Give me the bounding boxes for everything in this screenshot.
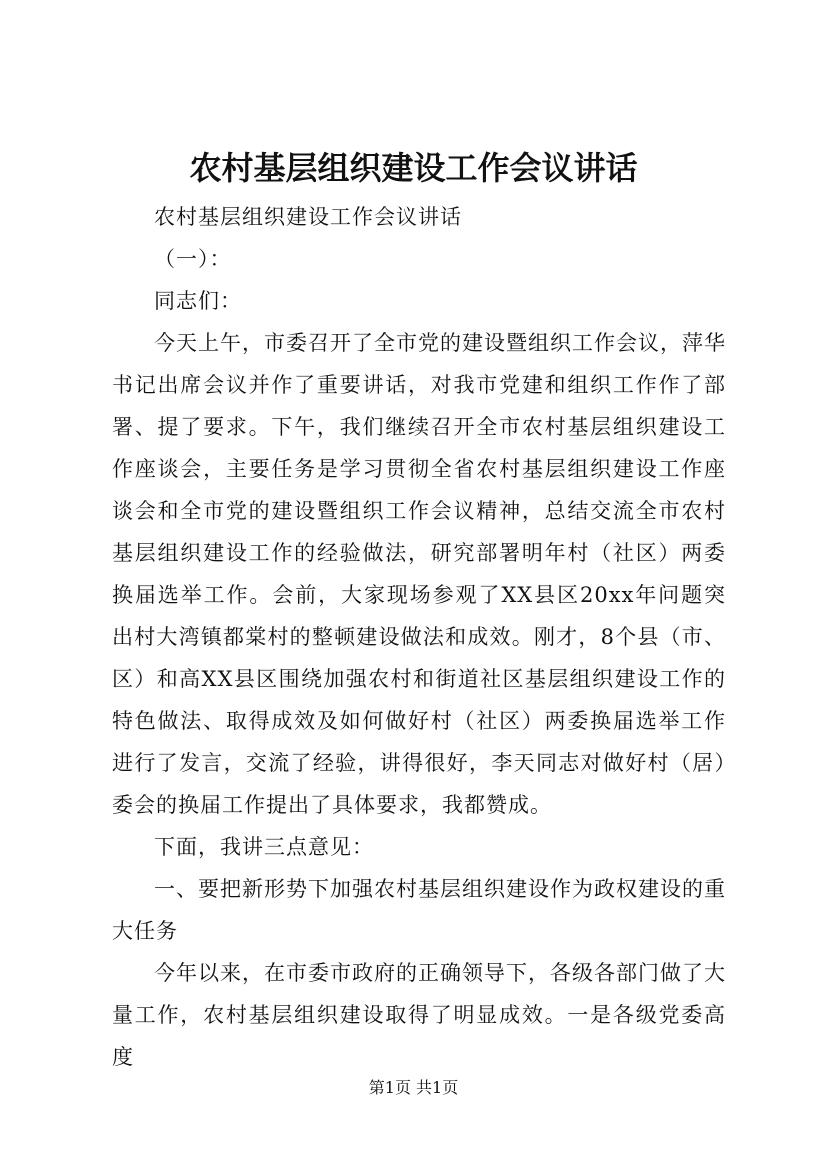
paragraph-transition: 下面，我讲三点意见： [154, 835, 374, 859]
paragraph-opening: 今天上午，市委召开了全市党的建设暨组织工作会议，萍华书记出席会议并作了重要讲话，对我市党建和组织工作作了部署、提了要求。下午，我们继续召开全市农村基层组织建设工作座谈会，主要任务是学习贯彻全省农村基层组织建设工作座谈会和全市党的建设暨组织工作会议精神，总结交流全市农村基层组织建设工作的经验做法，研究部署明年村（社区）两委换届选举工作。会前，大家现场参观了XX县区20xx年问题突出村大湾镇都棠村的整顿建设做法和成效。刚才，8个县（市、区）和高XX县区围绕加强农村和街道社区基层组织建设工作的特色做法、取得成效及如何做好村（社区）两委换届选举工作进行了发言，交流了经验，讲得很好，李天同志对做好村（居）委会的换届工作提出了具体要求，我都赞成。 [112, 331, 726, 817]
paragraph-salutation: 同志们： [154, 289, 242, 313]
paragraph-progress: 今年以来，在市委市政府的正确领导下，各级各部门做了大量工作，农村基层组织建设取得了明显成效。一是各级党委高度 [112, 961, 726, 1069]
document-body [112, 196, 726, 1078]
document-title: 农村基层组织建设工作会议讲话 [189, 149, 638, 187]
paragraph-heading-one: 一、要把新形势下加强农村基层组织建设作为政权建设的重大任务 [112, 877, 726, 943]
paragraph-subtitle: 农村基层组织建设工作会议讲话 [154, 205, 462, 229]
page-footer: 第1页 共1页 [368, 1078, 459, 1097]
paragraph-section-number: （一）： [154, 247, 232, 271]
